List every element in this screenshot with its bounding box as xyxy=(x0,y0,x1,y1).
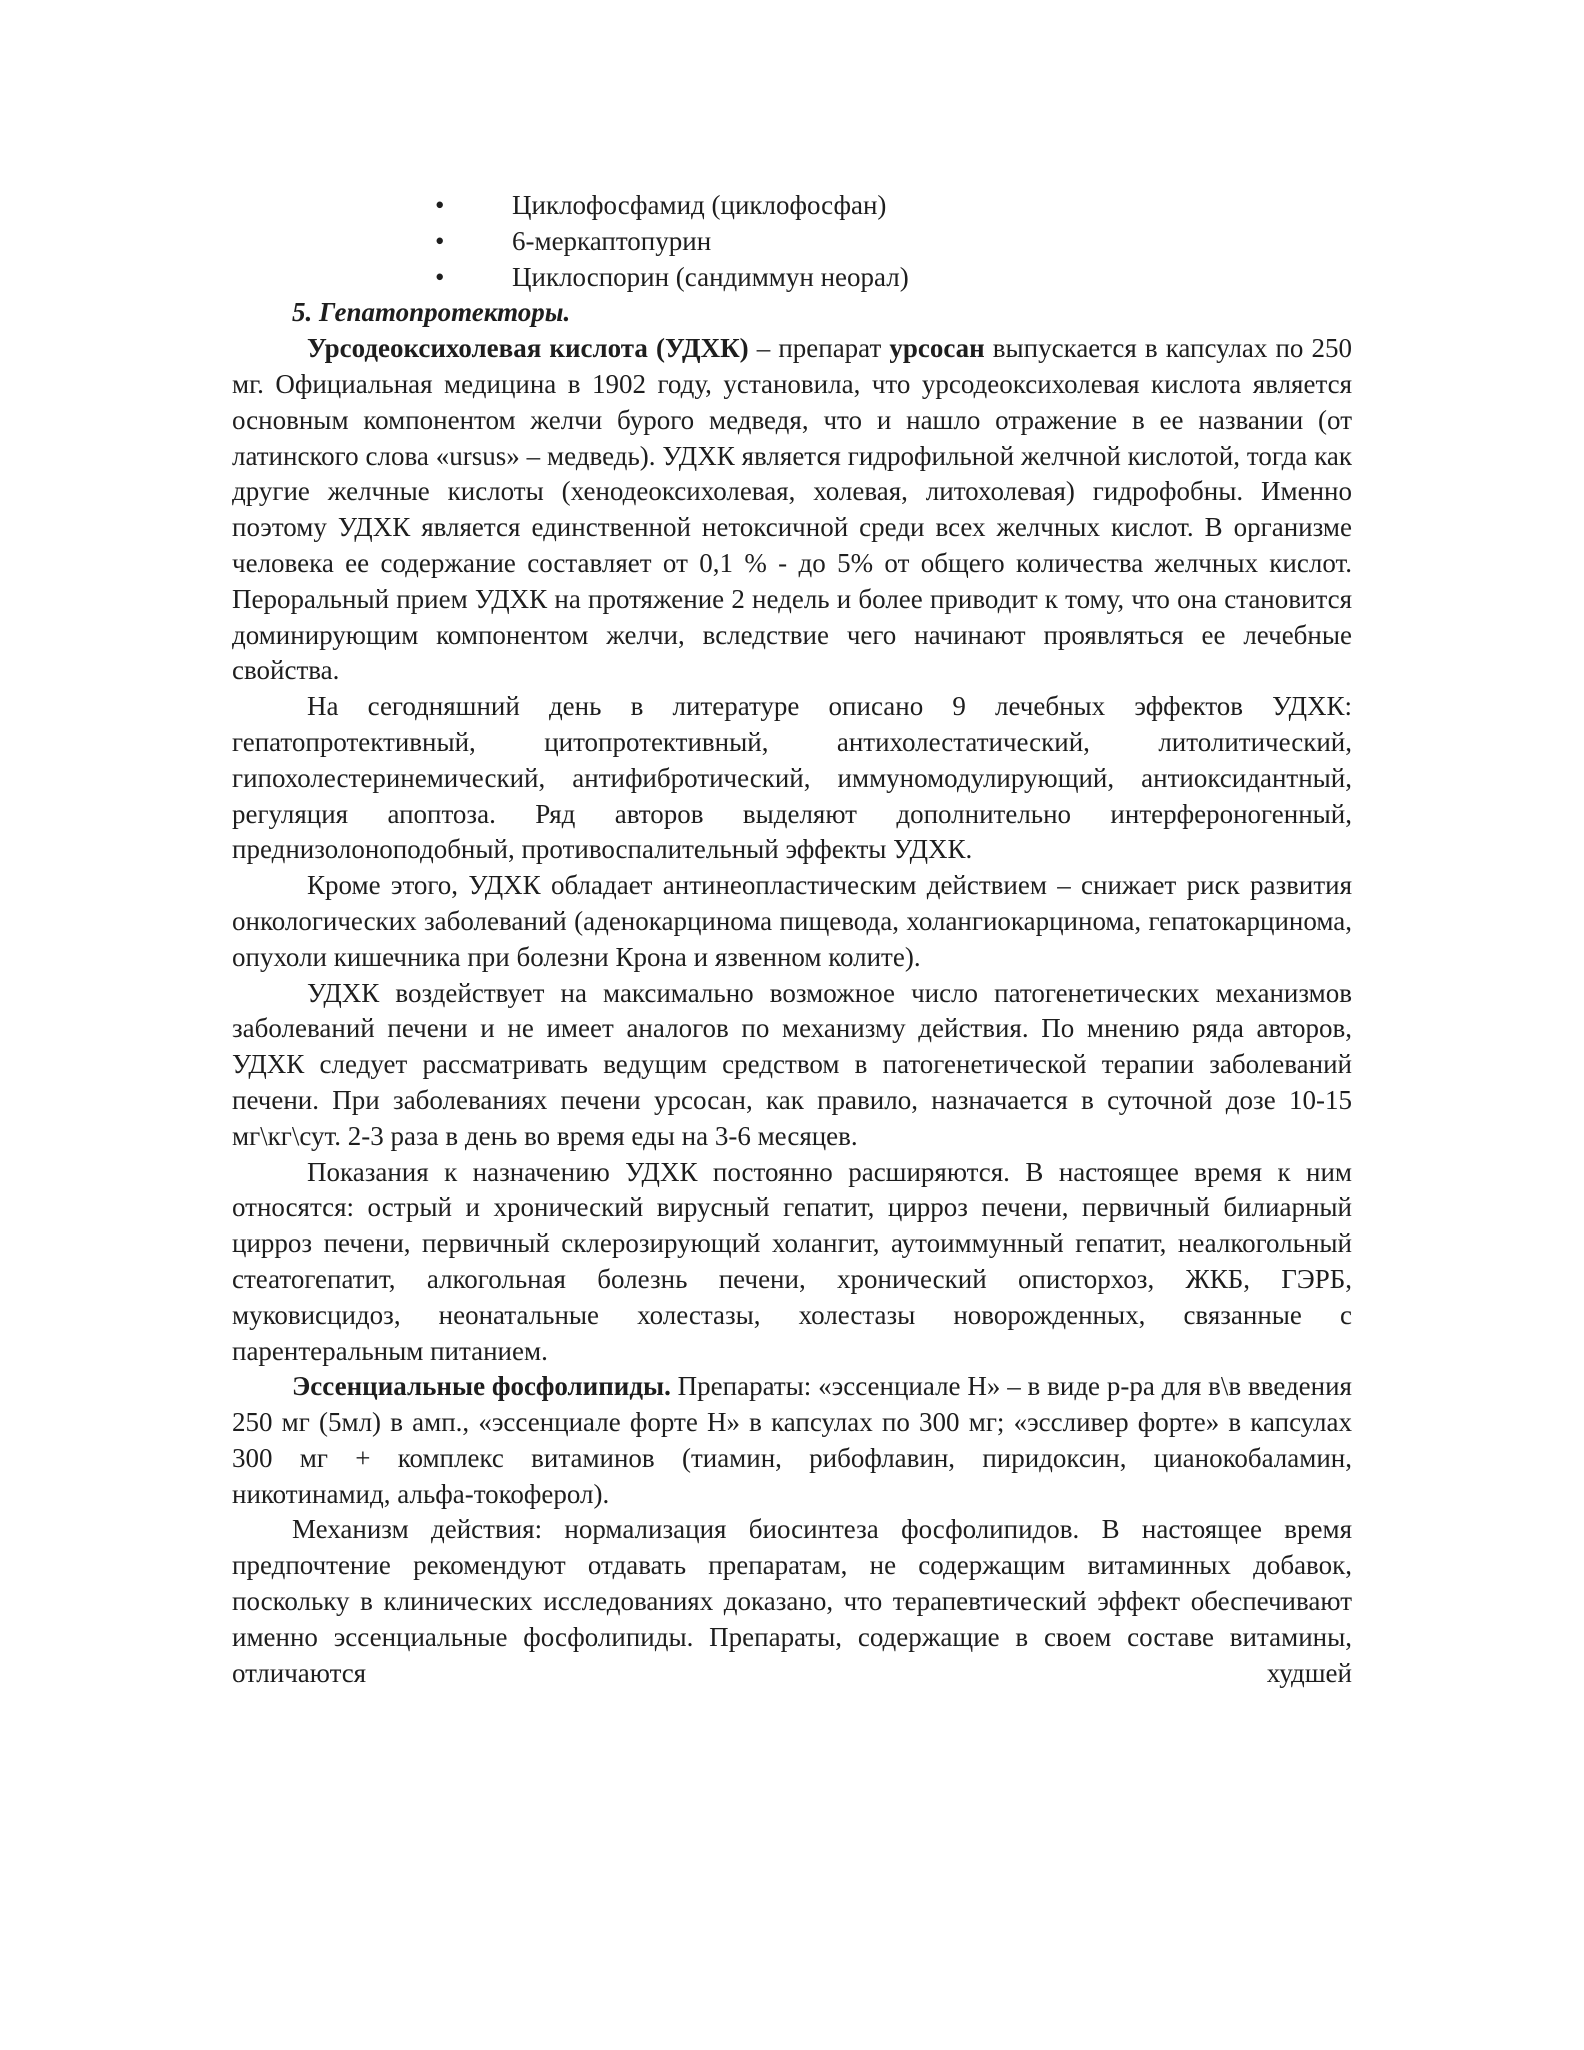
paragraph-mechanism-of-action: Механизм действия: нормализация биосинтеза фосфолипидов. В настоящее время предпочтение рекомендуют отдавать препаратам, не содержащим витаминных добавок, поскольку в клинических исследованиях доказано, что терапевтический эффект обеспечивают именно эссенциальные фосфолипиды. Препараты, содержащие в своем составе витамины, отличаются худшей xyxy=(232,1514,1352,1688)
paragraph-phospholipids xyxy=(232,1369,1352,1512)
udca-drug-name: урсосан xyxy=(889,333,985,364)
list-item: • Циклоспорин (сандиммун неорал) xyxy=(232,260,1352,296)
phospholipids-term: Эссенциальные фосфолипиды. xyxy=(292,1371,671,1402)
list-item: • 6-меркаптопурин xyxy=(232,224,1352,260)
drug-list xyxy=(232,188,1352,295)
phospholipids-text: Препараты: «эссенциале Н» – в виде р-ра для в\в введения 250 мг (5мл) в амп., «эссенциале форте Н» в капсулах по 300 мг; «эссливер форте» в капсулах 300 мг + комплекс витаминов (тиамин, рибофлавин, пиридоксин, цианокобаламин, никотинамид, альфа-токоферол). xyxy=(232,1371,1352,1509)
document-page xyxy=(232,188,1352,1691)
paragraph-antineoplastic: Кроме этого, УДХК обладает антинеопластическим действием – снижает риск развития онкологических заболеваний (аденокарцинома пищевода, холангиокарцинома, гепатокарцинома, опухоли кишечника при болезни Крона и язвенном колите). xyxy=(232,870,1352,972)
udca-term: Урсодеоксихолевая кислота (УДХК) xyxy=(307,333,749,364)
udca-text-1: – препарат xyxy=(748,333,890,364)
paragraph-mechanisms: УДХК воздействует на максимально возможное число патогенетических механизмов заболеваний печени и не имеет аналогов по механизму действия. По мнению ряда авторов, УДХК следует рассматривать ведущим средством в патогенетической терапии заболеваний печени. При заболеваниях печени урсосан, как правило, назначается в суточной дозе 10-15 мг\кг\сут. 2-3 раза в день во время еды на 3-6 месяцев. xyxy=(232,977,1352,1151)
paragraph-indications: Показания к назначению УДХК постоянно расширяются. В настоящее время к ним относятся: острый и хронический вирусный гепатит, цирроз печени, первичный билиарный цирроз печени, первичный склерозирующий холангит, аутоиммунный гепатит, неалкогольный стеатогепатит, алкогольная болезнь печени, хронический описторхоз, ЖКБ, ГЭРБ, муковисцидоз, неонатальные холестазы, холестазы новорожденных, связанные с парентеральным питанием. xyxy=(232,1156,1352,1366)
paragraph-effects: На сегодняшний день в литературе описано 9 лечебных эффектов УДХК: гепатопротективный, цитопротективный, антихолестатический, литолитический, гипохолестеринемический, антифибротический, иммуномодулирующий, антиоксидантный, регуляция апоптоза. Ряд авторов выделяют дополнительно интерфероногенный, преднизолоноподобный, противоспалительный эффекты УДХК. xyxy=(232,691,1352,865)
paragraph-udca xyxy=(232,331,1352,689)
list-item: • Циклофосфамид (циклофосфан) xyxy=(232,188,1352,224)
udca-text-2: выпускается в капсулах по 250 мг. Официальная медицина в 1902 году, установила, что урсодеоксихолевая кислота является основным компонентом желчи бурого медведя, что и нашло отражение в ее названии (от латинского слова «ursus» – медведь). УДХК является гидрофильной желчной кислотой, тогда как другие желчные кислоты (хенодеоксихолевая, холевая, литохолевая) гидрофобны. Именно поэтому УДХК является единственной нетоксичной среди всех желчных кислот. В организме человека ее содержание составляет от 0,1 % - до 5% от общего количества желчных кислот. Пероральный прием УДХК на протяжение 2 недель и более приводит к тому, что она становится доминирующим компонентом желчи, вследствие чего начинают проявляться ее лечебные свойства. xyxy=(232,333,1352,686)
section-heading: 5. Гепатопротекторы. xyxy=(292,297,571,328)
